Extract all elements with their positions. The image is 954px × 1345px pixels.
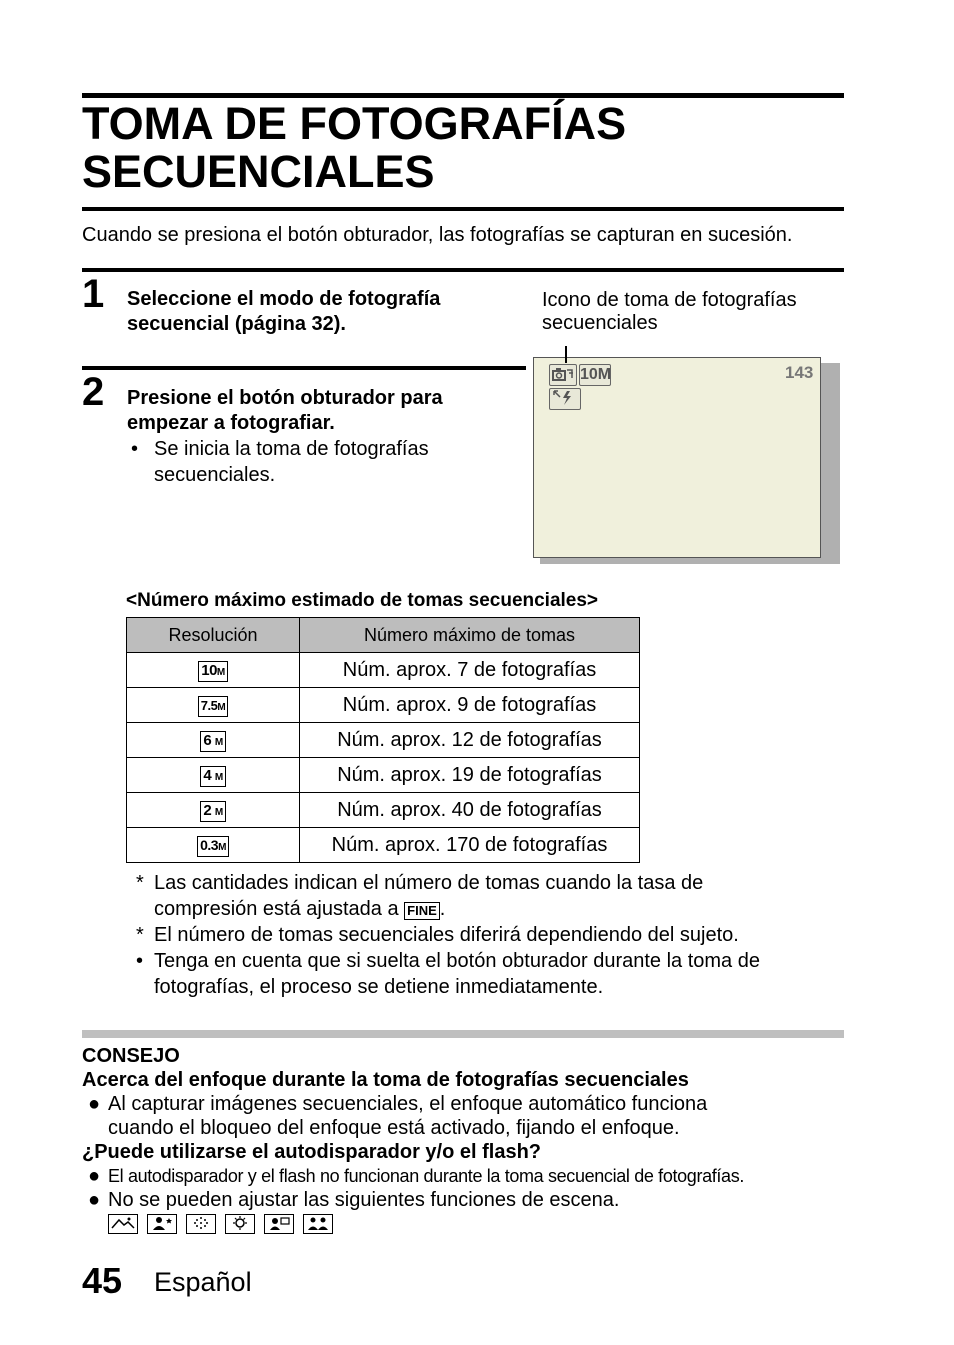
step-1-text <box>127 287 517 337</box>
step-2-bullet <box>131 436 521 488</box>
page-number: 45 <box>82 1260 123 1301</box>
sequential-shot-icon <box>549 364 577 386</box>
table-row <box>127 723 640 758</box>
bullet-dot: ● <box>88 1093 101 1115</box>
resolution-cell <box>127 653 300 688</box>
tip-section <box>82 1044 852 1234</box>
note-3-line-1: Tenga en cuenta que si suelta el botón obturador durante la toma de <box>154 950 760 972</box>
note-3 <box>136 948 856 1000</box>
note-3-line-2: fotografías, el proceso se detiene inmediatamente. <box>154 976 604 998</box>
tip-bullet-2 <box>82 1164 852 1188</box>
bullet-dot: ● <box>88 1165 101 1187</box>
asterisk-mark: * <box>136 924 144 946</box>
bullet-dot: ● <box>88 1189 101 1211</box>
step-1-number: 1 <box>82 272 105 316</box>
resolution-cell <box>127 688 300 723</box>
max-shots-cell: Núm. aprox. 12 de fotografías <box>300 723 640 758</box>
bullet-mark: • <box>136 950 144 972</box>
resolution-icon: 0.3M <box>197 836 229 857</box>
camera-caption <box>542 289 842 335</box>
note-1 <box>136 870 856 922</box>
step-1-line-2: secuencial (página 32). <box>127 313 346 335</box>
note-1-line-2-text: compresión está ajustada a <box>154 898 399 920</box>
resolution-icon: 6 M <box>200 731 225 752</box>
shots-remaining: 143 <box>785 363 814 382</box>
note-2-text: El número de tomas secuenciales diferirá dependiendo del sujeto. <box>154 924 739 946</box>
page-title <box>82 100 844 196</box>
table-row <box>127 828 640 863</box>
max-shots-cell: Núm. aprox. 7 de fotografías <box>300 653 640 688</box>
tip-divider <box>82 1030 844 1038</box>
table-row <box>127 793 640 828</box>
tip-bullet-1 <box>82 1092 852 1140</box>
table-row <box>127 653 640 688</box>
tip-bullet-1-line-2: cuando el bloqueo del enfoque está activado, fijando el enfoque. <box>108 1117 680 1139</box>
page-language: Español <box>154 1267 252 1297</box>
resolution-icon: 7.5M <box>198 696 228 717</box>
resolution-icon: 4 M <box>200 766 225 787</box>
camera-caption-line-2: secuenciales <box>542 312 658 334</box>
step-2-sub-line-1: Se inicia la toma de fotografías <box>154 438 429 460</box>
notes <box>136 870 856 1000</box>
tip-label: CONSEJO <box>82 1045 180 1067</box>
max-shots-cell: Núm. aprox. 40 de fotografías <box>300 793 640 828</box>
resolution-icon: 2 M <box>200 801 225 822</box>
resolution-cell <box>127 723 300 758</box>
tip-bullet-3-text: No se pueden ajustar las siguientes funciones de escena. <box>108 1189 620 1211</box>
note-2 <box>136 922 856 948</box>
title-line-1: TOMA DE FOTOGRAFÍAS <box>82 98 627 149</box>
step-2-number: 2 <box>82 370 105 414</box>
table-row <box>127 688 640 723</box>
tip-heading-focus: Acerca del enfoque durante la toma de fotografías secuenciales <box>82 1069 689 1091</box>
step-1-rule <box>82 268 844 272</box>
tip-bullet-1-line-1: Al capturar imágenes secuenciales, el enfoque automático funciona <box>108 1093 708 1115</box>
max-shots-cell: Núm. aprox. 19 de fotografías <box>300 758 640 793</box>
asterisk-mark: * <box>136 872 144 894</box>
text-scene-icon <box>264 1214 294 1234</box>
fine-quality-icon: FINE <box>404 902 440 920</box>
step-2-rule <box>82 366 526 370</box>
step-2-line-2: empezar a fotografiar. <box>127 412 335 434</box>
tip-bullet-3 <box>82 1188 852 1234</box>
title-line-2: SECUENCIALES <box>82 146 435 197</box>
camera-caption-line-1: Icono de toma de fotografías <box>542 289 797 311</box>
resolution-cell <box>127 793 300 828</box>
tip-bullet-2-text: El autodisparador y el flash no funcionan durante la toma secuencial de fotografías. <box>108 1166 745 1186</box>
table-header-row <box>127 618 640 653</box>
resolution-10m-icon: 10M <box>579 364 611 386</box>
step-2-text <box>127 386 517 436</box>
table-row <box>127 758 640 793</box>
note-1-period: . <box>439 898 446 920</box>
table-heading: <Número máximo estimado de tomas secuenciales> <box>126 590 599 611</box>
bullet-mark: • <box>131 438 139 460</box>
tip-heading-flash: ¿Puede utilizarse el autodisparador y/o el flash? <box>82 1141 542 1163</box>
resolution-icon: 10M <box>198 661 228 682</box>
max-shots-cell: Núm. aprox. 9 de fotografías <box>300 688 640 723</box>
landscape-scene-icon <box>108 1214 138 1234</box>
callout-line <box>565 346 567 363</box>
scene-icon-row <box>108 1214 852 1234</box>
title-bottom-rule <box>82 207 844 211</box>
lamp-scene-icon <box>225 1214 255 1234</box>
max-shots-cell: Núm. aprox. 170 de fotografías <box>300 828 640 863</box>
resolution-cell <box>127 758 300 793</box>
step-2-line-1: Presione el botón obturador para <box>127 387 443 409</box>
resolution-cell <box>127 828 300 863</box>
note-1-line-1: Las cantidades indican el número de tomas cuando la tasa de <box>154 872 704 894</box>
col-max-shots: Número máximo de tomas <box>300 618 640 653</box>
flash-off-icon <box>549 388 581 410</box>
night-portrait-scene-icon <box>147 1214 177 1234</box>
col-resolution: Resolución <box>127 618 300 653</box>
step-1-line-1: Seleccione el modo de fotografía <box>127 288 441 310</box>
intro-text: Cuando se presiona el botón obturador, las fotografías se capturan en sucesión. <box>82 224 793 246</box>
step-2-sub-line-2: secuenciales. <box>154 464 276 486</box>
note-1-line-2 <box>154 896 856 922</box>
people-scene-icon <box>303 1214 333 1234</box>
shots-table <box>126 617 640 863</box>
fireworks-scene-icon <box>186 1214 216 1234</box>
